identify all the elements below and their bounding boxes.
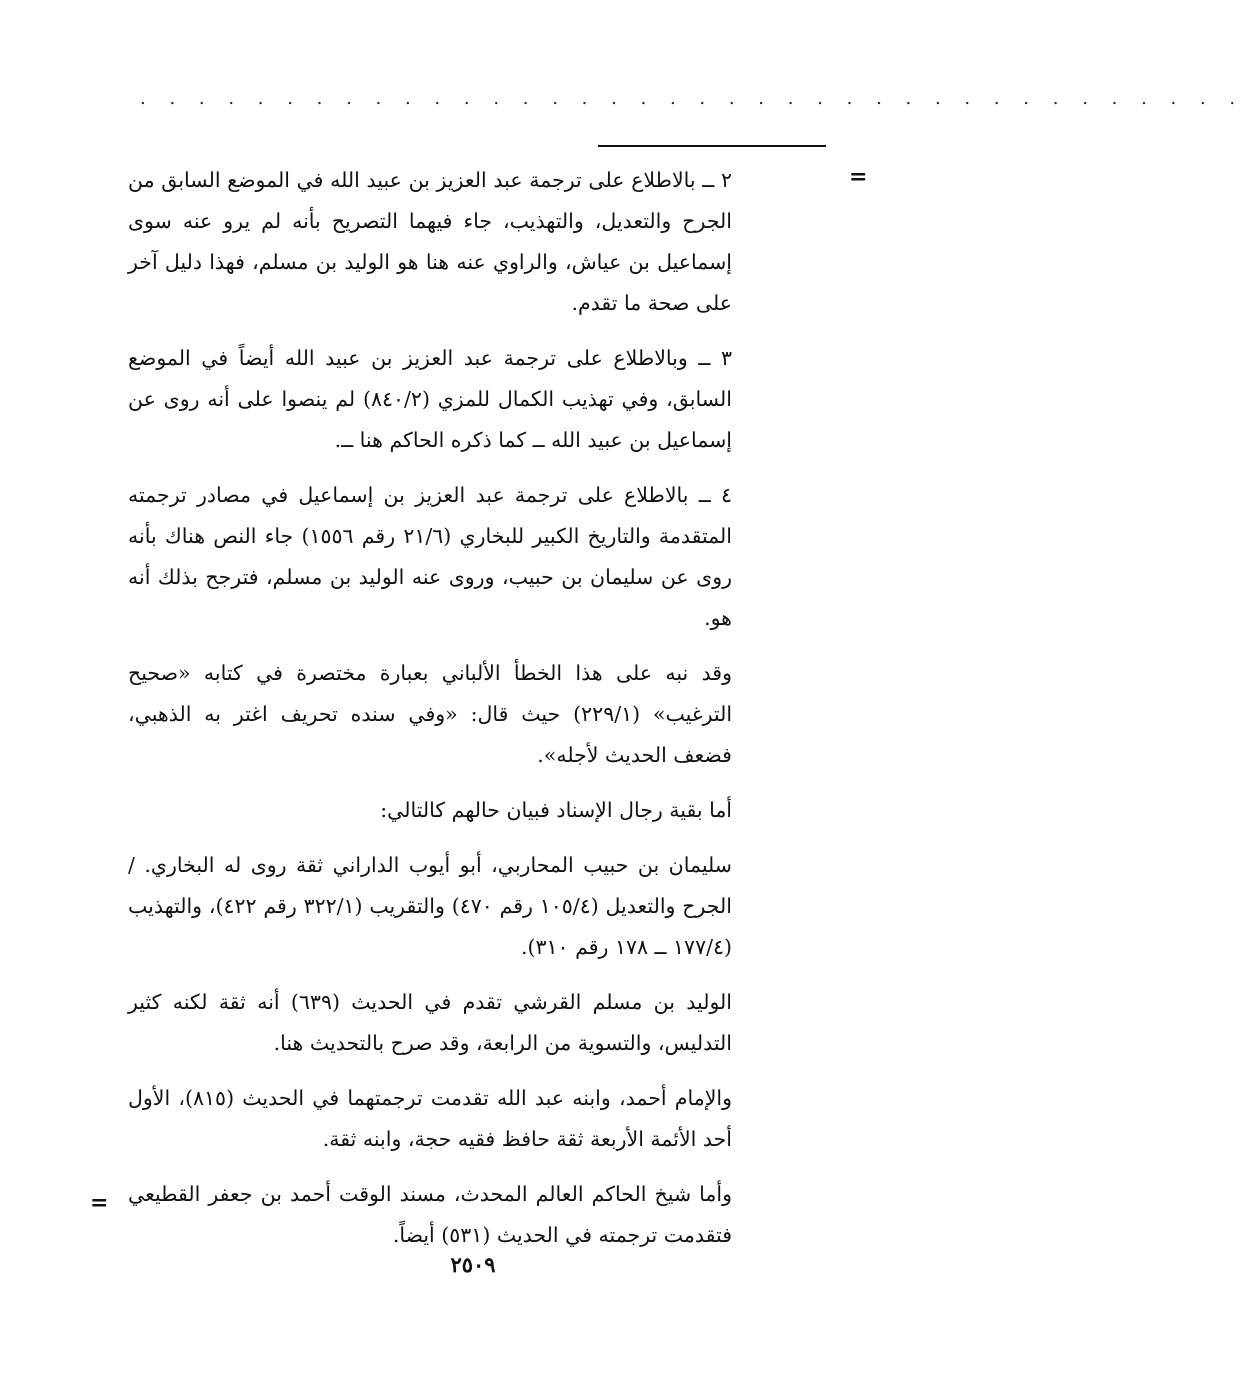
paragraph-ahmad: والإمام أحمد، وابنه عبد الله تقدمت ترجمتهما في الحديث (٨١٥)، الأول أحد الأئمة الأربعة ثقة حافظ فقيه حجة، وابنه ثقة. — [128, 1086, 733, 1151]
paragraph-point-2: ٢ ــ بالاطلاع على ترجمة عبد العزيز بن عبيد الله في الموضع السابق من الجرح والتعديل، والتهذيب، جاء فيهما التصريح بأنه لم يرو عنه سوى إسماعيل بن عياش، والراوي عنه هنا هو الوليد بن مسلم، فهذا دليل آخر على صحة ما تقدم. — [128, 168, 732, 315]
margin-equals-mark-bottom: = — [90, 1190, 109, 1216]
paragraph-point-4: ٤ ــ بالاطلاع على ترجمة عبد العزيز بن إسماعيل في مصادر ترجمته المتقدمة والتاريخ الكبير للبخاري (٢١/٦ رقم ١٥٥٦) جاء النص هناك بأنه روى عن سليمان بن حبيب، وروى عنه الوليد بن مسلم، فترجح بذلك أنه هو. — [128, 483, 732, 630]
footnote-separator-rule — [598, 145, 826, 147]
paragraph-sulayman: سليمان بن حبيب المحاربي، أبو أيوب الداراني ثقة روى له البخاري. / الجرح والتعديل (١٠٥/٤ رقم ٤٧٠) والتقريب (٣٢٢/١ رقم ٤٢٢)، والتهذيب (١٧٧/٤ ــ ١٧٨ رقم ٣١٠). — [128, 853, 732, 959]
paragraph-qatii: وأما شيخ الحاكم العالم المحدث، مسند الوقت أحمد بن جعفر القطيعي فتقدمت ترجمته في الحديث (٥٣١) أيضاً. — [128, 1182, 732, 1247]
page-number: ٢٥٠٩ — [450, 1252, 496, 1277]
paragraph-albani-note: وقد نبه على هذا الخطأ الألباني بعبارة مختصرة في كتابه «صحيح الترغيب» (٢٢٩/١) حيث قال: «وفي سنده تحريف اغتر به الذهبي، فضعف الحديث لأجله». — [128, 661, 733, 767]
footnote-text-column — [128, 160, 732, 1270]
paragraph-isnad-intro: أما بقية رجال الإسناد فبيان حالهم كالتالي: — [380, 798, 732, 822]
paragraph-walid: الوليد بن مسلم القرشي تقدم في الحديث (٦٣٩) أنه ثقة لكنه كثير التدليس، والتسوية من الرابعة، وقد صرح بالتحديث هنا. — [128, 990, 732, 1055]
header-dot-leader: . . . . . . . . . . . . . . . . . . . . . . . . . . . . . . . . . . . . . . — [140, 88, 1244, 109]
margin-equals-mark-top: = — [849, 164, 868, 190]
paragraph-point-3: ٣ ــ وبالاطلاع على ترجمة عبد العزيز بن عبيد الله أيضاً في الموضع السابق، وفي تهذيب الكمال للمزي (٨٤٠/٢) لم ينصوا على أنه روى عن إسماعيل بن عبيد الله ــ كما ذكره الحاكم هنا ــ. — [128, 346, 732, 452]
